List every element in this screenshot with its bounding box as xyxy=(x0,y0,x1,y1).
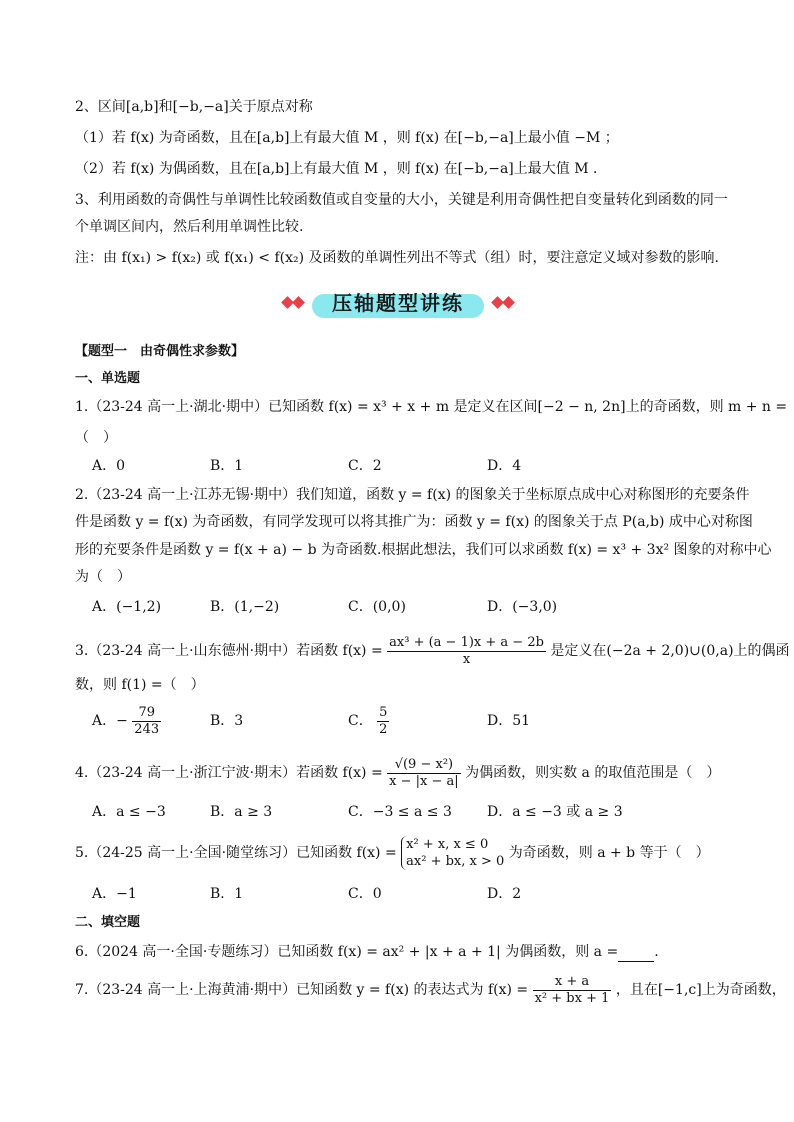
option-d[interactable]: D．4 xyxy=(487,458,522,474)
question-7-prefix: 7.（23-24 高一上·上海黄浦·期中）已知函数 y = f(x) 的表达式为 f(x) = xyxy=(75,982,529,998)
option-a[interactable]: A．0 xyxy=(92,458,126,474)
fraction-denominator: 243 xyxy=(134,721,160,737)
fraction-numerator: ax³ + (a − 1)x + a − 2b xyxy=(389,634,544,650)
diamond-icon xyxy=(292,296,305,309)
option-b[interactable]: B．(1,−2) xyxy=(210,599,280,615)
question-3-suffix: 是定义在(−2a + 2,0)∪(0,a)上的偶函 xyxy=(550,643,790,659)
question-6-line-1 xyxy=(75,942,659,962)
intro-item-2: 2、区间[a,b]和[−b,−a]关于原点对称 xyxy=(75,99,313,115)
part-heading-single-choice: 一、单选题 xyxy=(75,371,141,386)
option-c[interactable]: C．0 xyxy=(348,886,382,902)
question-4-line-1 xyxy=(75,755,720,791)
question-5-options xyxy=(92,884,652,904)
option-b[interactable]: B．a ≥ 3 xyxy=(210,804,273,820)
question-3-options xyxy=(92,703,652,739)
option-d[interactable]: D．a ≤ −3 或 a ≥ 3 xyxy=(487,804,623,820)
piecewise-case-2: ax² + bx, x > 0 xyxy=(406,854,505,869)
section-heading: 【题型一 由奇偶性求参数】 xyxy=(75,344,245,359)
question-7-fraction xyxy=(533,974,612,1007)
option-c[interactable] xyxy=(348,703,389,739)
question-2-line-1: 2.（23-24 高一上·江苏无锡·期中）我们知道，函数 y = f(x) 的图象关于坐标原点成中心对称图形的充要条件 xyxy=(75,487,750,503)
fraction-numerator: √(9 − x²) xyxy=(387,757,461,774)
question-2-options xyxy=(92,597,652,617)
section-banner xyxy=(280,286,516,322)
option-d[interactable]: D．(−3,0) xyxy=(487,599,558,615)
option-b[interactable]: B．1 xyxy=(210,458,244,474)
question-4-prefix: 4.（23-24 高一上·浙江宁波·期末）若函数 f(x) = xyxy=(75,765,383,781)
intro-note: 注：由 f(x₁) > f(x₂) 或 f(x₁) < f(x₂) 及函数的单调性列出不等式（组）时，要注意定义域对参数的影响. xyxy=(75,250,719,266)
option-c-fraction xyxy=(377,705,389,738)
question-7-suffix: ，且在[−1,c]上为奇函数， xyxy=(615,982,786,998)
question-1-line-2: （ ） xyxy=(75,430,117,446)
intro-item-3-line-1: 3、利用函数的奇偶性与单调性比较函数值或自变量的大小，关键是利用奇偶性把自变量转化到函数的同一 xyxy=(75,192,728,208)
option-b[interactable]: B．3 xyxy=(210,713,244,729)
fraction-denominator: x − |x − a| xyxy=(389,773,459,789)
question-5-suffix: 为奇函数，则 a + b 等于（ ） xyxy=(508,845,710,861)
question-5-line-1 xyxy=(75,833,710,873)
question-7-line-1 xyxy=(75,972,786,1008)
question-1-options xyxy=(92,456,652,476)
question-3-prefix: 3.（23-24 高一上·山东德州·期中）若函数 f(x) = xyxy=(75,643,383,659)
question-3-line-1 xyxy=(75,634,790,668)
fraction-numerator: x + a xyxy=(533,974,612,991)
question-3-line-2: 数，则 f(1) =（ ） xyxy=(75,677,205,693)
option-b[interactable]: B．1 xyxy=(210,886,244,902)
question-2-line-2: 件是函数 y = f(x) 为奇函数，有同学发现可以将其推广为：函数 y = f(x) 的图象关于点 P(a,b) 成中心对称图 xyxy=(75,514,753,530)
option-a[interactable]: A．(−1,2) xyxy=(92,599,162,615)
option-a-fraction xyxy=(132,705,161,738)
option-a[interactable] xyxy=(92,703,161,739)
intro-item-2-2: （2）若 f(x) 为偶函数，且在[a,b]上有最大值 M ，则 f(x) 在[−b,−a]上最大值 M ． xyxy=(75,161,608,177)
fraction-numerator: 5 xyxy=(379,704,388,720)
question-6-text: 6.（2024 高一·全国·专题练习）已知函数 f(x) = ax² + |x + a + 1| 为偶函数，则 a = xyxy=(75,944,619,960)
question-1-line-1: 1.（23-24 高一上·湖北·期中）已知函数 f(x) = x³ + x + m 是定义在区间[−2 − n, 2n]上的奇函数，则 m + n = xyxy=(75,399,788,415)
option-d[interactable]: D．51 xyxy=(487,713,531,729)
question-3-fraction xyxy=(387,635,546,668)
piecewise-case-1: x² + x, x ≤ 0 xyxy=(406,837,489,852)
option-c[interactable]: C．−3 ≤ a ≤ 3 xyxy=(348,804,452,820)
intro-item-3-line-2: 个单调区间内，然后利用单调性比较. xyxy=(75,219,304,235)
answer-blank[interactable] xyxy=(618,947,654,962)
part-heading-fill-in: 二、填空题 xyxy=(75,915,141,930)
fraction-denominator: x² + bx + 1 xyxy=(534,990,610,1006)
question-4-options xyxy=(92,802,672,822)
question-6-end: . xyxy=(654,944,659,960)
fraction-denominator: 2 xyxy=(379,721,388,737)
question-4-fraction xyxy=(387,757,461,790)
piecewise-definition xyxy=(401,836,504,870)
fraction-numerator: 79 xyxy=(132,705,161,722)
option-c[interactable]: C．2 xyxy=(348,458,382,474)
option-a[interactable]: A．a ≤ −3 xyxy=(92,804,166,820)
diamond-icon xyxy=(502,296,515,309)
option-a[interactable]: A．−1 xyxy=(92,886,137,902)
option-d[interactable]: D．2 xyxy=(487,886,522,902)
fraction-denominator: x xyxy=(462,651,471,667)
option-c-prefix: C． xyxy=(348,713,373,729)
option-c[interactable]: C．(0,0) xyxy=(348,599,406,615)
option-a-sign: A．− xyxy=(92,713,128,729)
question-2-line-3: 形的充要条件是函数 y = f(x + a) − b 为奇函数.根据此想法，我们可以求函数 f(x) = x³ + 3x² 图象的对称中心 xyxy=(75,542,772,558)
question-5-prefix: 5.（24-25 高一上·全国·随堂练习）已知函数 f(x) = xyxy=(75,845,397,861)
intro-item-2-1: （1）若 f(x) 为奇函数，且在[a,b]上有最大值 M ，则 f(x) 在[−b,−a]上最小值 −M ； xyxy=(75,130,619,146)
banner-title: 压轴题型讲练 xyxy=(332,291,464,315)
question-2-line-4: 为（ ） xyxy=(75,569,131,585)
question-4-suffix: 为偶函数，则实数 a 的取值范围是（ ） xyxy=(465,765,721,781)
